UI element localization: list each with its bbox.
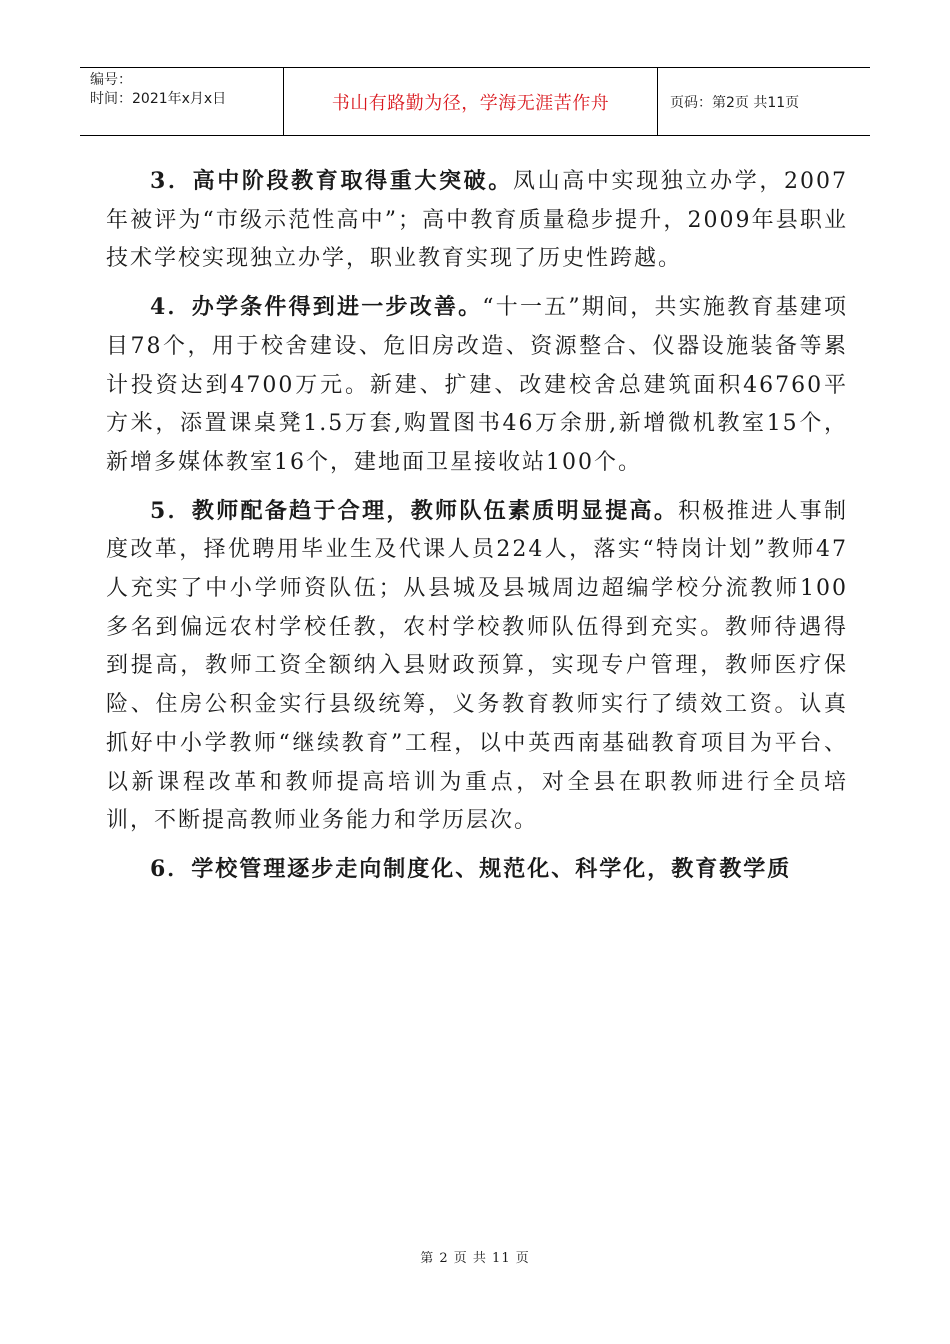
header-meta — [80, 68, 283, 135]
paragraph-5 — [106, 492, 848, 841]
header-page-code: 页码：第2页 共11页 — [670, 94, 800, 111]
paragraph-text: 凤山高中实现独立办学，2007年被评为“市级示范性高中”；高中教育质量稳步提升，2009年县职业技术学校实现独立办学，职业教育实现了历史性跨越。 — [106, 169, 848, 272]
header-motto: 书山有路勤为径，学海无涯苦作舟 — [283, 68, 658, 135]
page-header — [80, 67, 870, 136]
document-number-label: 编号： — [90, 72, 132, 88]
paragraph-heading: 6．学校管理逐步走向制度化、规范化、科学化，教育教学质 — [150, 855, 792, 882]
document-time-label: 时间：2021年x月x日 — [90, 91, 227, 107]
page-footer: 第 2 页 共 11 页 — [420, 1251, 530, 1266]
paragraph-4 — [106, 288, 848, 483]
paragraph-heading: 3．高中阶段教育取得重大突破。 — [150, 168, 513, 194]
paragraph-text: “十一五”期间，共实施教育基建项目78个，用于校舍建设、危旧房改造、资源整合、仪器设施装备等累计投资达到4700万元。新建、扩建、改建校舍总建筑面积46760平方米，添置课桌凳1.5万套,购置图书46万余册,新增微机教室15个，新增多媒体教室16个，建地面卫星接收站100个。 — [106, 295, 848, 475]
paragraph-text: 积极推进人事制度改革，择优聘用毕业生及代课人员224人，落实“特岗计划”教师47人充实了中小学师资队伍；从县城及县城周边超编学校分流教师100多名到偏远农村学校任教，农村学校教师队伍得到充实。教师待遇得到提高，教师工资全额纳入县财政预算，实现专户管理，教师医疗保险、住房公积金实行县级统筹，义务教育教师实行了绩效工资。认真抓好中小学教师“继续教育”工程，以中英西南基础教育项目为平台、以新课程改革和教师提高培训为重点，对全县在职教师进行全员培训，不断提高教师业务能力和学历层次。 — [106, 498, 848, 834]
paragraph-heading: 5．教师配备趋于合理，教师队伍素质明显提高。 — [150, 497, 679, 524]
paragraph-6 — [106, 850, 848, 890]
document-body — [106, 162, 848, 899]
paragraph-3 — [106, 162, 848, 279]
paragraph-heading: 4．办学条件得到进一步改善。 — [150, 294, 483, 321]
